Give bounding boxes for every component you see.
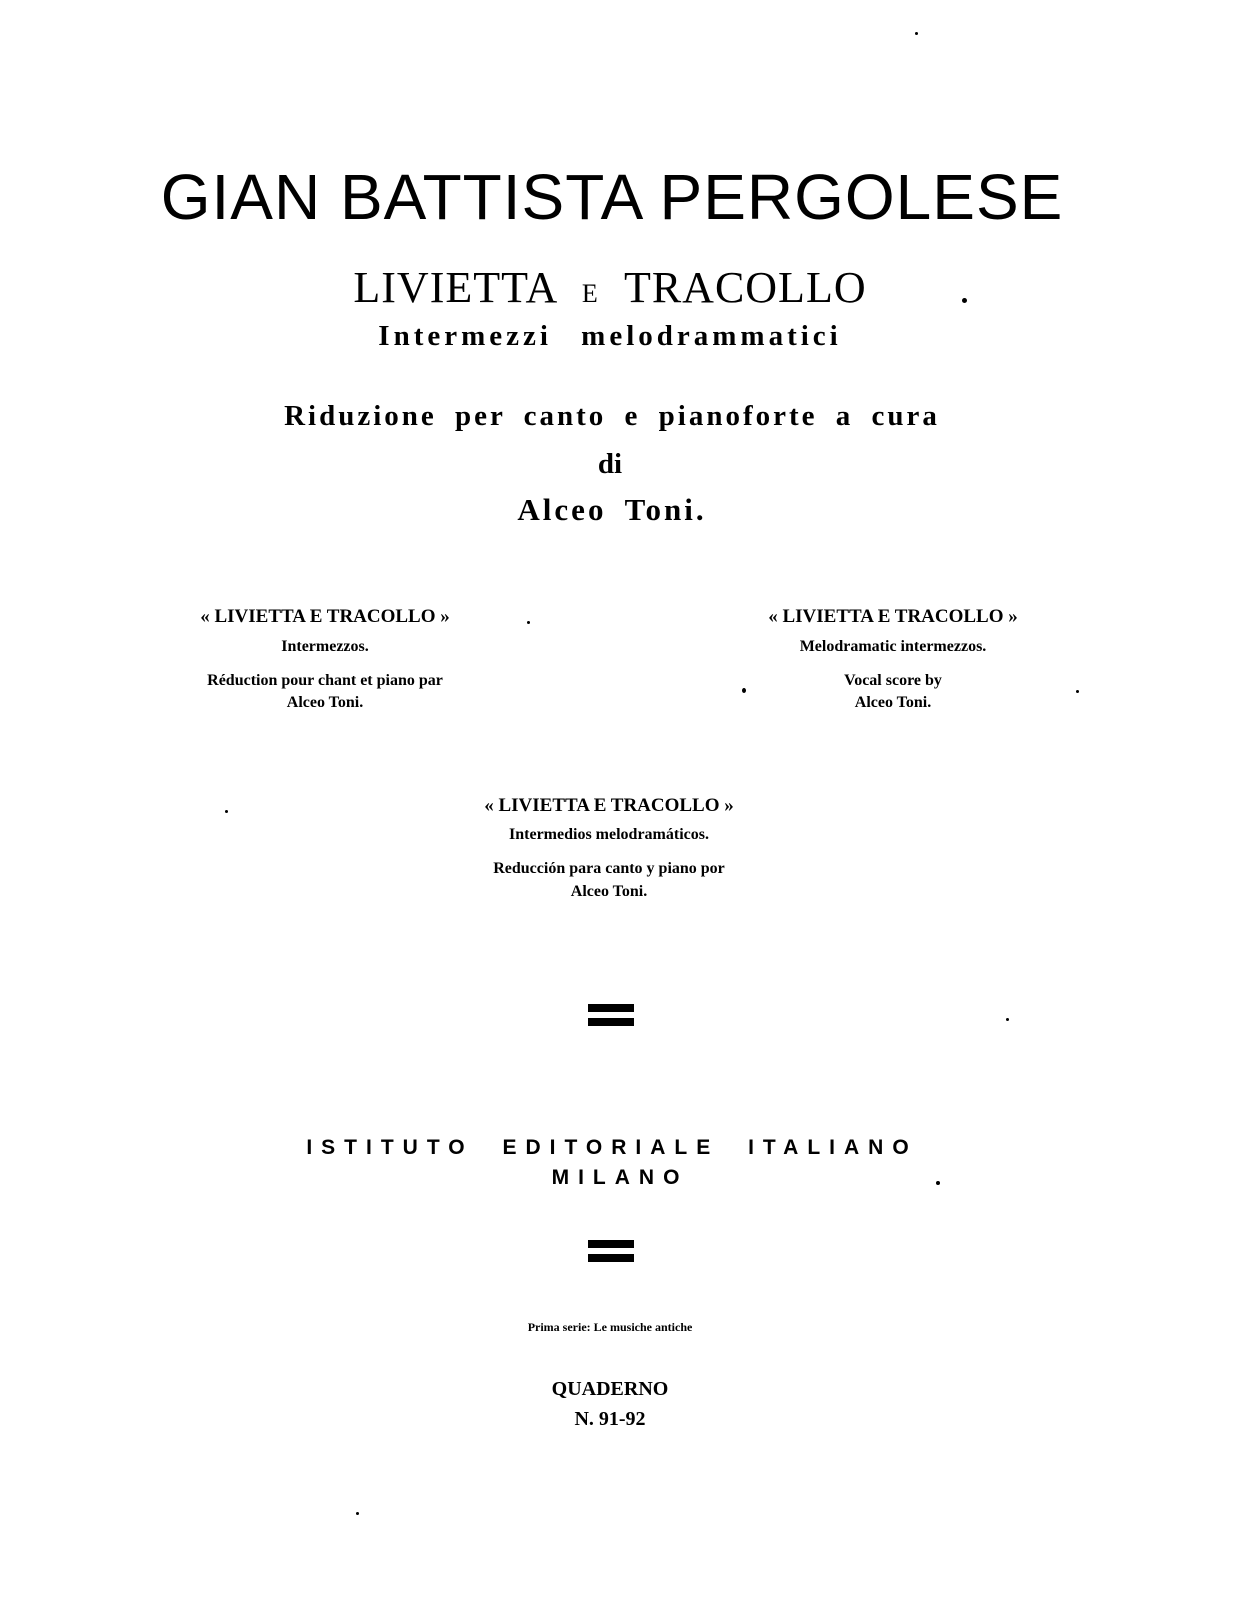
french-reduction: Réduction pour chant et piano par xyxy=(207,672,443,689)
spanish-reduction: Reducción para canto y piano por xyxy=(493,860,725,877)
volume-number: N. 91-92 xyxy=(574,1408,646,1430)
scan-speck xyxy=(225,810,228,813)
spanish-title: « LIVIETTA E TRACOLLO » xyxy=(484,795,734,816)
work-title-conj: E xyxy=(581,279,599,308)
scan-speck xyxy=(356,1512,359,1515)
scan-speck xyxy=(1006,1018,1009,1021)
divider-rule xyxy=(588,1018,634,1026)
divider-rule xyxy=(588,1004,634,1012)
scan-speck xyxy=(527,621,530,624)
scan-speck xyxy=(1076,690,1079,693)
editor-name: Alceo Toni. xyxy=(517,492,707,527)
english-reduction: Vocal score by xyxy=(844,672,942,689)
work-title-part1: LIVIETTA xyxy=(353,263,556,312)
scan-speck xyxy=(936,1181,940,1185)
divider-rule xyxy=(588,1240,634,1248)
english-editor: Alceo Toni. xyxy=(854,694,932,711)
work-title-part2: TRACOLLO xyxy=(623,263,867,312)
publisher-name: ISTITUTO EDITORIALE ITALIANO xyxy=(306,1136,918,1159)
by-line: di xyxy=(597,448,623,480)
composer-name: GIAN BATTISTA PERGOLESE xyxy=(160,161,1064,233)
work-title xyxy=(353,262,866,313)
english-subtitle: Melodramatic intermezzos. xyxy=(799,638,987,655)
reduction-line: Riduzione per canto e pianoforte a cura xyxy=(284,400,940,432)
volume-label: QUADERNO xyxy=(551,1378,669,1400)
scan-speck xyxy=(962,298,967,303)
work-subtitle: Intermezzi melodrammatici xyxy=(378,320,842,352)
french-subtitle: Intermezzos. xyxy=(281,638,369,655)
publisher-city: MILANO xyxy=(551,1166,689,1189)
french-editor: Alceo Toni. xyxy=(286,694,364,711)
scan-speck xyxy=(742,688,746,693)
series-label: Prima serie: Le musiche antiche xyxy=(527,1320,693,1334)
english-title: « LIVIETTA E TRACOLLO » xyxy=(768,606,1018,627)
scan-speck xyxy=(915,32,918,35)
divider-rule xyxy=(588,1254,634,1262)
spanish-editor: Alceo Toni. xyxy=(570,883,648,900)
french-title: « LIVIETTA E TRACOLLO » xyxy=(200,606,450,627)
spanish-subtitle: Intermedios melodramáticos. xyxy=(509,826,709,843)
